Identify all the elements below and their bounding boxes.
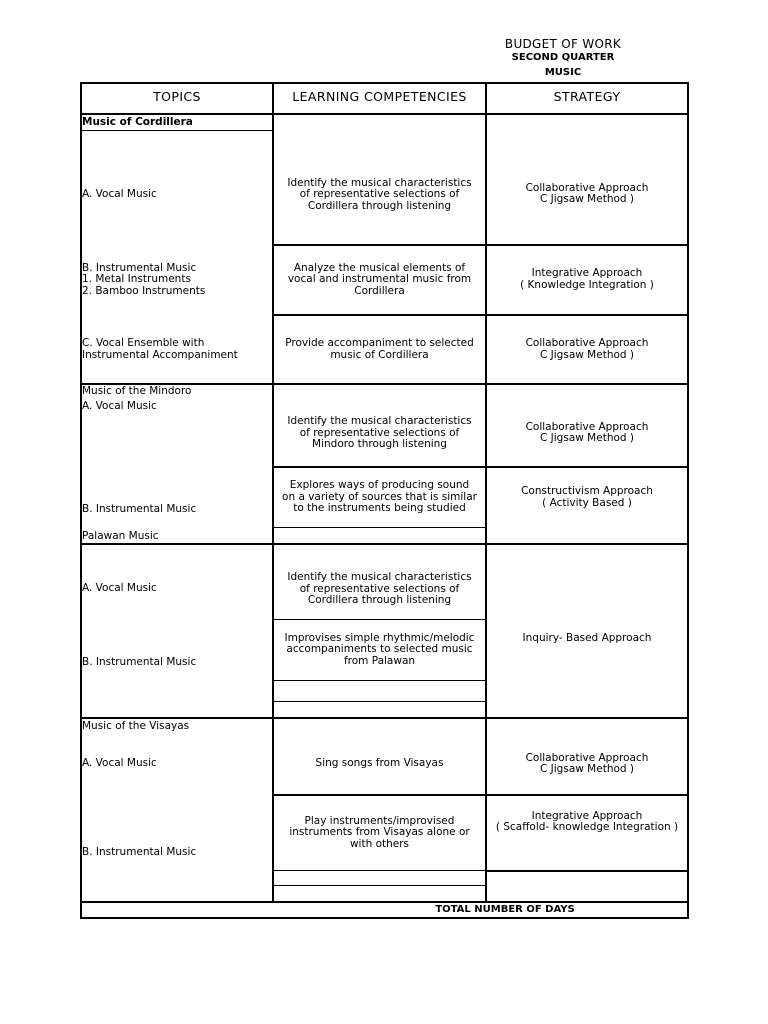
document-title: BUDGET OF WORK <box>504 37 622 51</box>
grid-line <box>80 917 689 919</box>
topic-label: B. Instrumental Music <box>82 262 197 274</box>
section-heading: Music of the Mindoro <box>82 385 192 397</box>
grid-line <box>485 870 689 872</box>
grid-line <box>272 701 487 702</box>
competency-line: Identify the musical characteristics <box>287 571 472 583</box>
subject-label: MUSIC <box>544 67 582 78</box>
competency-line: to the instruments being studied <box>293 502 466 514</box>
strategy-line: Constructivism Approach <box>521 485 653 497</box>
competency-line: with others <box>349 838 410 850</box>
grid-line <box>272 885 487 886</box>
grid-line <box>272 680 487 681</box>
grid-line <box>272 244 689 246</box>
topic-label: C. Vocal Ensemble with <box>82 337 205 349</box>
column-header-competencies: LEARNING COMPETENCIES <box>292 89 467 104</box>
competency-line: music of Cordillera <box>330 349 429 361</box>
grid-line <box>272 870 487 871</box>
strategy-line: ( Activity Based ) <box>542 497 632 509</box>
strategy-line: Collaborative Approach <box>525 182 649 194</box>
grid-line <box>272 794 689 796</box>
column-header-topics: TOPICS <box>153 89 201 104</box>
grid-line <box>80 543 689 545</box>
competency-line: of representative selections of <box>299 188 460 200</box>
topic-label: B. Instrumental Music <box>82 656 197 668</box>
topic-label: B. Instrumental Music <box>82 503 197 515</box>
strategy-line: Inquiry- Based Approach <box>522 632 652 644</box>
competency-line: Provide accompaniment to selected <box>285 337 474 349</box>
grid-line <box>80 113 689 115</box>
competency-line: Mindoro through listening <box>312 438 447 450</box>
topic-label: B. Instrumental Music <box>82 846 197 858</box>
topic-label: A. Vocal Music <box>82 757 157 769</box>
grid-line <box>272 527 487 528</box>
section-heading: Palawan Music <box>82 530 159 542</box>
strategy-line: Integrative Approach <box>531 267 643 279</box>
topic-label: A. Vocal Music <box>82 400 157 412</box>
competency-line: Explores ways of producing sound <box>289 479 470 491</box>
competency-line: Analyze the musical elements of <box>293 262 466 274</box>
grid-line <box>80 130 274 131</box>
grid-line <box>80 82 689 84</box>
grid-line <box>80 82 82 919</box>
competency-line: vocal and instrumental music from <box>287 273 472 285</box>
competency-line: of representative selections of <box>299 583 460 595</box>
competency-line: on a variety of sources that is similar <box>282 491 477 503</box>
strategy-line: C Jigsaw Method ) <box>540 349 634 361</box>
strategy-line: Integrative Approach <box>531 810 643 822</box>
topic-label: 2. Bamboo Instruments <box>82 285 206 297</box>
competency-line: Cordillera through listening <box>307 594 452 606</box>
competency-line: Cordillera <box>354 285 405 297</box>
quarter-label: SECOND QUARTER <box>511 52 615 63</box>
strategy-line: Collaborative Approach <box>525 752 649 764</box>
section-heading: Music of Cordillera <box>82 116 193 128</box>
total-days-label: TOTAL NUMBER OF DAYS <box>435 904 575 915</box>
competency-line: Sing songs from Visayas <box>315 757 444 769</box>
grid-line <box>272 619 487 620</box>
strategy-line: C Jigsaw Method ) <box>540 432 634 444</box>
strategy-line: ( Knowledge Integration ) <box>520 279 654 291</box>
competency-line: from Palawan <box>343 655 416 667</box>
competency-line: of representative selections of <box>299 427 460 439</box>
topic-label: 1. Metal Instruments <box>82 273 191 285</box>
competency-line: Cordillera through listening <box>307 200 452 212</box>
competency-line: instruments from Visayas alone or <box>289 826 470 838</box>
grid-line <box>80 717 689 719</box>
competency-line: Improvises simple rhythmic/melodic <box>284 632 475 644</box>
topic-label: A. Vocal Music <box>82 582 157 594</box>
section-heading: Music of the Visayas <box>82 720 190 732</box>
strategy-line: ( Scaffold- knowledge Integration ) <box>495 821 679 833</box>
column-header-strategy: STRATEGY <box>553 89 621 104</box>
grid-line <box>272 466 689 468</box>
strategy-line: C Jigsaw Method ) <box>540 193 634 205</box>
strategy-line: Collaborative Approach <box>525 421 649 433</box>
competency-line: Identify the musical characteristics <box>287 177 472 189</box>
grid-line <box>272 314 689 316</box>
grid-line <box>80 901 689 903</box>
competency-line: accompaniments to selected music <box>286 643 473 655</box>
competency-line: Play instruments/improvised <box>304 815 455 827</box>
topic-label: Instrumental Accompaniment <box>82 349 238 361</box>
topic-label: A. Vocal Music <box>82 188 157 200</box>
strategy-line: Collaborative Approach <box>525 337 649 349</box>
strategy-line: C Jigsaw Method ) <box>540 763 634 775</box>
competency-line: Identify the musical characteristics <box>287 415 472 427</box>
